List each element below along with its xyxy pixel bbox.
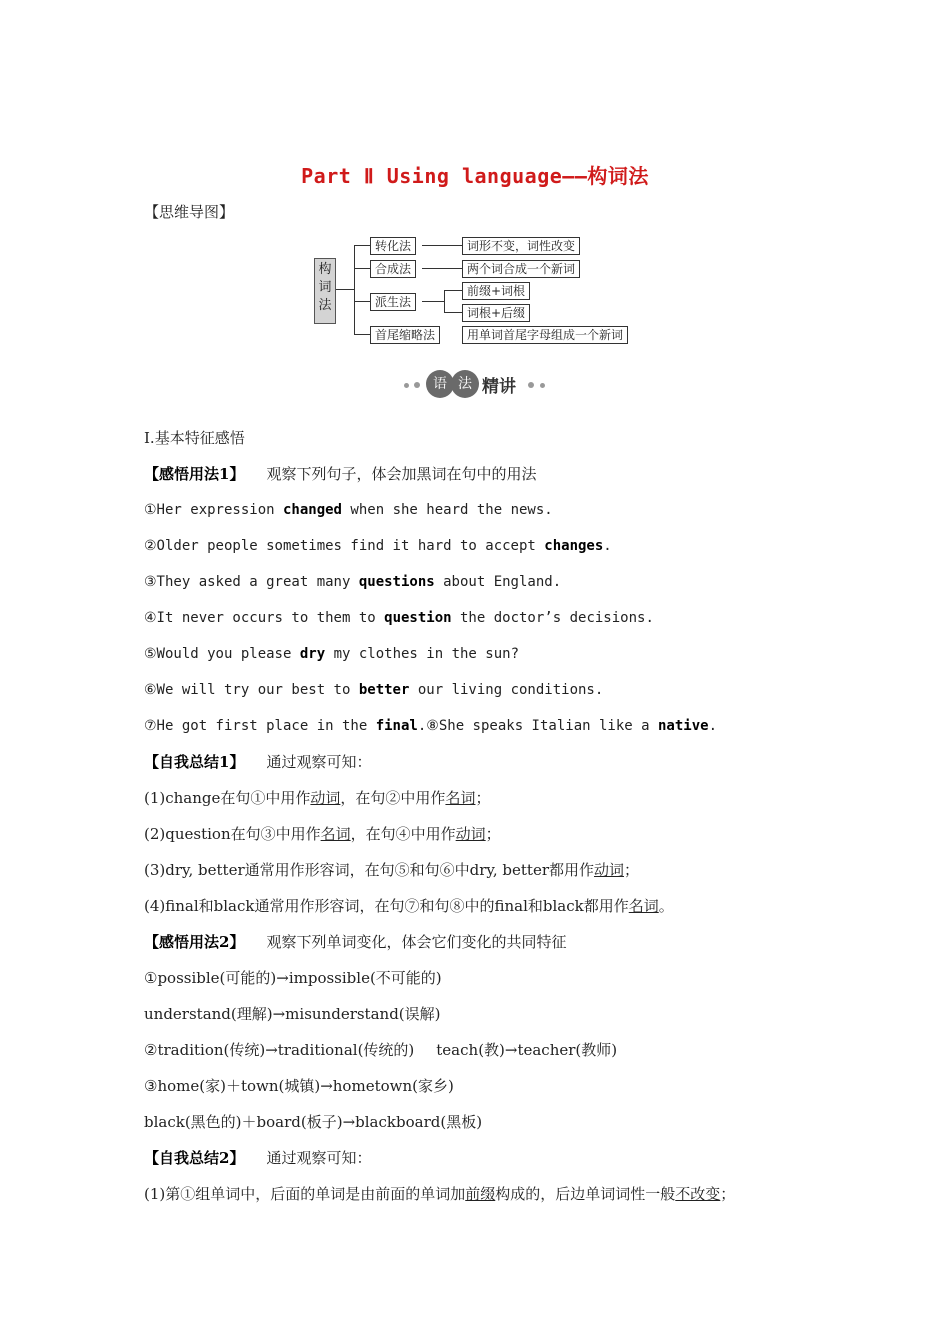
- mindmap-leaf: 词形不变，词性改变: [462, 237, 580, 255]
- summary-item: (3)dry, better通常用作形容词，在句⑤和句⑥中dry, better都用作动词；: [144, 861, 640, 879]
- word-example: black(黑色的)＋board(板子)→blackboard(黑板): [144, 1113, 483, 1131]
- page-title: Part Ⅱ Using language——构词法: [301, 164, 649, 188]
- summary-item: (2)question在句③中用作名词，在句④中用作动词；: [144, 825, 501, 843]
- section-heading: Ⅰ.基本特征感悟: [144, 429, 245, 447]
- usage-heading-1: 【感悟用法1】 观察下列句子，体会加黑词在句中的用法: [144, 465, 537, 483]
- word-example: ②tradition(传统)→traditional(传统的) teach(教)→teacher(教师): [144, 1041, 618, 1059]
- example-sentence: ③They asked a great many questions about England.: [144, 574, 562, 590]
- mindmap-leaf: 前缀+词根: [462, 282, 530, 300]
- summary-item: (1)第①组单词中，后面的单词是由前面的单词加前缀构成的，后边单词词性一般不改变；: [144, 1185, 736, 1203]
- mindmap-leaf: 词根+后缀: [462, 304, 530, 322]
- badge-circle: 语: [426, 370, 454, 398]
- mindmap-branch: 合成法: [370, 260, 416, 278]
- mindmap-branch: 派生法: [370, 293, 416, 311]
- mindmap-branch: 转化法: [370, 237, 416, 255]
- mind-map: [314, 232, 644, 348]
- example-sentence: ⑥We will try our best to better our living conditions.: [144, 682, 604, 698]
- example-sentence: ②Older people sometimes find it hard to accept changes.: [144, 538, 612, 554]
- mindmap-branch: 首尾缩略法: [370, 326, 440, 344]
- mindmap-heading: 【思维导图】: [144, 203, 235, 221]
- summary-item: (1)change在句①中用作动词，在句②中用作名词；: [144, 789, 491, 807]
- usage-heading-2: 【感悟用法2】 观察下列单词变化，体会它们变化的共同特征: [144, 933, 567, 951]
- badge-circle: 法: [451, 370, 479, 398]
- summary-heading-1: 【自我总结1】 通过观察可知：: [144, 753, 372, 771]
- section-badge: [404, 368, 554, 400]
- word-example: understand(理解)→misunderstand(误解): [144, 1005, 441, 1023]
- summary-item: (4)final和black通常用作形容词，在句⑦和句⑧中的final和black都用作名词。: [144, 897, 674, 915]
- mindmap-root: 构 词 法: [314, 258, 336, 324]
- summary-heading-2: 【自我总结2】 通过观察可知：: [144, 1149, 372, 1167]
- mindmap-leaf: 用单词首尾字母组成一个新词: [462, 326, 628, 344]
- word-example: ①possible(可能的)→impossible(不可能的): [144, 969, 442, 987]
- example-sentence: ④It never occurs to them to question the doctor’s decisions.: [144, 610, 654, 626]
- example-sentence: ⑤Would you please dry my clothes in the sun?: [144, 646, 520, 662]
- example-sentence: ①Her expression changed when she heard the news.: [144, 502, 553, 518]
- badge-text: 精讲: [482, 377, 516, 397]
- example-sentence: ⑦He got first place in the final.⑧She speaks Italian like a native.: [144, 718, 718, 734]
- mindmap-leaf: 两个词合成一个新词: [462, 260, 580, 278]
- word-example: ③home(家)＋town(城镇)→hometown(家乡): [144, 1077, 454, 1095]
